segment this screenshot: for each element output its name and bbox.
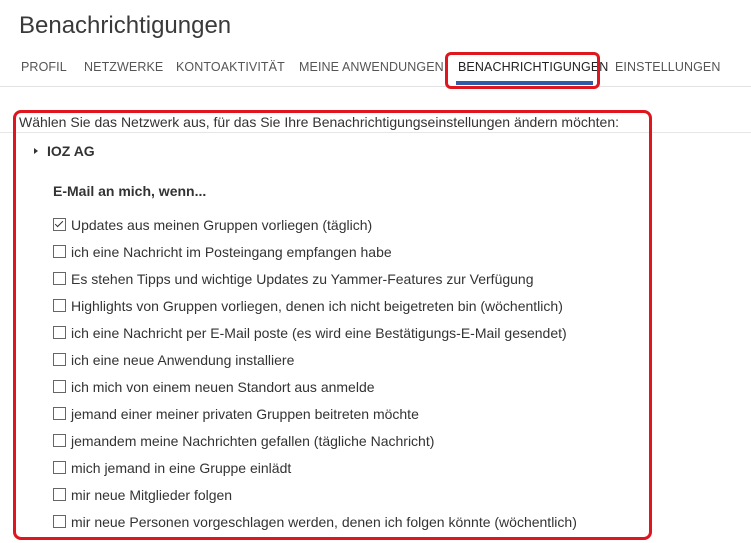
email-option-label: ich mich von einem neuen Standort aus anmelde xyxy=(71,379,375,395)
email-section-heading: E-Mail an mich, wenn... xyxy=(53,183,207,199)
email-option-label: mich jemand in eine Gruppe einlädt xyxy=(71,460,292,476)
email-option-label: Es stehen Tipps und wichtige Updates zu Yammer-Features zur Verfügung xyxy=(71,271,534,287)
email-option-label: ich eine neue Anwendung installiere xyxy=(71,352,295,368)
tab-kontoaktivitaet[interactable]: KONTOAKTIVITÄT xyxy=(176,60,285,74)
email-option-label: Updates aus meinen Gruppen vorliegen (täglich) xyxy=(71,217,373,233)
email-option-label: jemandem meine Nachrichten gefallen (tägliche Nachricht) xyxy=(71,433,435,449)
content-highlight xyxy=(13,110,652,540)
tab-einstellungen[interactable]: EINSTELLUNGEN xyxy=(615,60,721,74)
tab-meine-anwendungen[interactable]: MEINE ANWENDUNGEN xyxy=(299,60,444,74)
tab-profil[interactable]: PROFIL xyxy=(21,60,67,74)
tab-bar xyxy=(0,58,751,87)
email-option-label: ich eine Nachricht im Posteingang empfangen habe xyxy=(71,244,392,260)
email-option-label: ich eine Nachricht per E-Mail poste (es wird eine Bestätigungs-E-Mail gesendet) xyxy=(71,325,567,341)
network-name: IOZ AG xyxy=(47,143,95,159)
active-tab-highlight xyxy=(445,52,600,89)
tab-benachrichtigungen[interactable]: BENACHRICHTIGUNGEN xyxy=(458,60,609,74)
email-option-label: mir neue Personen vorgeschlagen werden, denen ich folgen könnte (wöchentlich) xyxy=(71,514,577,530)
tab-netzwerke[interactable]: NETZWERKE xyxy=(84,60,164,74)
network-prompt: Wählen Sie das Netzwerk aus, für das Sie Ihre Benachrichtigungseinstellungen ändern möchten: xyxy=(19,114,620,130)
email-option-label: mir neue Mitglieder folgen xyxy=(71,487,233,503)
email-option-label: jemand einer meiner privaten Gruppen beitreten möchte xyxy=(71,406,419,422)
email-option-label: Highlights von Gruppen vorliegen, denen ich nicht beigetreten bin (wöchentlich) xyxy=(71,298,563,314)
page-title: Benachrichtigungen xyxy=(19,12,232,39)
